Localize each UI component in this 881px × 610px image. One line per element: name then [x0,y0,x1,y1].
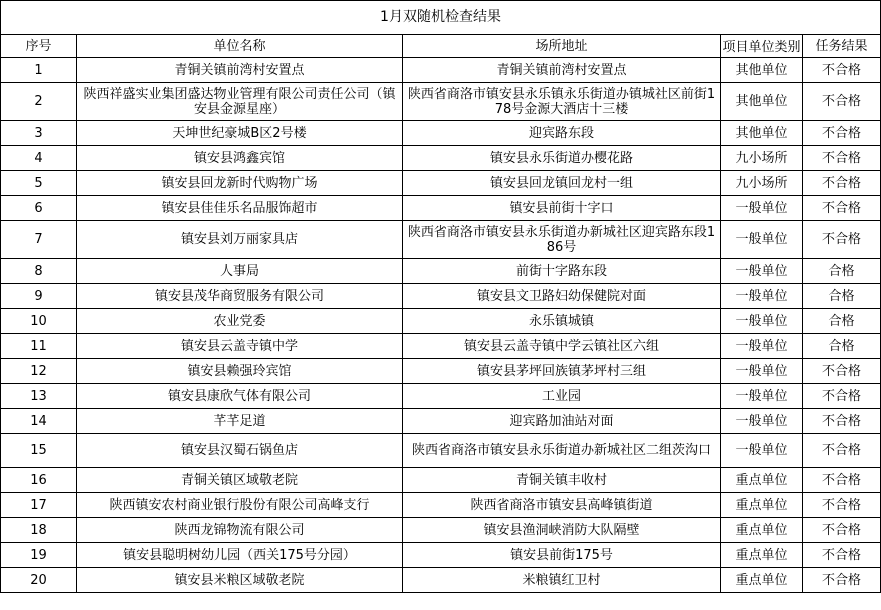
cell-address: 镇安县前街十字口 [403,196,721,221]
cell-result: 合格 [803,259,881,284]
cell-unit-name: 人事局 [77,259,403,284]
table-row [1,434,881,468]
cell-index: 12 [1,359,77,384]
cell-unit-name: 镇安县米粮区域敬老院 [77,568,403,593]
cell-address: 青铜关镇前湾村安置点 [403,58,721,83]
cell-address: 陕西省商洛市镇安县永乐街道办新城社区二组茨沟口 [403,434,721,468]
cell-result: 合格 [803,309,881,334]
cell-unit-name: 青铜关镇区域敬老院 [77,468,403,493]
cell-index: 8 [1,259,77,284]
table-row [1,221,881,259]
table-row [1,543,881,568]
cell-index: 3 [1,121,77,146]
sheet-title: 1月双随机检查结果 [1,1,881,35]
cell-address: 镇安县茅坪回族镇茅坪村三组 [403,359,721,384]
table-row [1,146,881,171]
cell-index: 7 [1,221,77,259]
header-result: 任务结果 [803,35,881,58]
cell-category: 重点单位 [721,468,803,493]
cell-result: 合格 [803,284,881,309]
cell-category: 一般单位 [721,259,803,284]
cell-category: 重点单位 [721,493,803,518]
table-row [1,284,881,309]
table-row [1,309,881,334]
cell-result: 不合格 [803,58,881,83]
table-row [1,196,881,221]
cell-result: 合格 [803,334,881,359]
cell-address: 镇安县云盖寺镇中学云镇社区六组 [403,334,721,359]
cell-unit-name: 镇安县汉蜀石锅鱼店 [77,434,403,468]
cell-index: 18 [1,518,77,543]
cell-address: 米粮镇红卫村 [403,568,721,593]
table-row [1,58,881,83]
cell-index: 6 [1,196,77,221]
cell-index: 10 [1,309,77,334]
cell-unit-name: 镇安县茂华商贸服务有限公司 [77,284,403,309]
cell-address: 陕西省商洛市镇安县永乐街道办新城社区迎宾路东段186号 [403,221,721,259]
header-address: 场所地址 [403,35,721,58]
table-row [1,83,881,121]
header-unit-name: 单位名称 [77,35,403,58]
title-row [1,1,881,35]
table-row [1,334,881,359]
cell-address: 镇安县文卫路妇幼保健院对面 [403,284,721,309]
cell-result: 不合格 [803,83,881,121]
cell-address: 陕西省商洛市镇安县高峰镇街道 [403,493,721,518]
cell-index: 20 [1,568,77,593]
header-row [1,35,881,58]
table-row [1,171,881,196]
cell-unit-name: 青铜关镇前湾村安置点 [77,58,403,83]
cell-unit-name: 天坤世纪豪城B区2号楼 [77,121,403,146]
cell-result: 不合格 [803,493,881,518]
cell-index: 4 [1,146,77,171]
cell-category: 一般单位 [721,359,803,384]
cell-index: 9 [1,284,77,309]
cell-index: 2 [1,83,77,121]
cell-category: 一般单位 [721,196,803,221]
cell-category: 一般单位 [721,409,803,434]
table-body [1,58,881,593]
cell-result: 不合格 [803,171,881,196]
cell-index: 11 [1,334,77,359]
cell-category: 九小场所 [721,171,803,196]
cell-unit-name: 镇安县鸿鑫宾馆 [77,146,403,171]
cell-category: 重点单位 [721,568,803,593]
cell-unit-name: 镇安县赖强玲宾馆 [77,359,403,384]
cell-result: 不合格 [803,121,881,146]
header-category-text: 项目单位类别 [722,39,801,55]
cell-address: 永乐镇城镇 [403,309,721,334]
cell-unit-name: 镇安县云盖寺镇中学 [77,334,403,359]
cell-index: 15 [1,434,77,468]
table-row [1,409,881,434]
cell-result: 不合格 [803,409,881,434]
cell-unit-name: 芊芊足道 [77,409,403,434]
table-row [1,568,881,593]
cell-category: 其他单位 [721,58,803,83]
cell-unit-name: 镇安县刘万丽家具店 [77,221,403,259]
cell-result: 不合格 [803,543,881,568]
cell-address: 青铜关镇丰收村 [403,468,721,493]
cell-category: 一般单位 [721,221,803,259]
cell-unit-name: 陕西龙锦物流有限公司 [77,518,403,543]
cell-category: 一般单位 [721,434,803,468]
cell-result: 不合格 [803,221,881,259]
cell-result: 不合格 [803,196,881,221]
cell-unit-name: 陕西祥盛实业集团盛达物业管理有限公司责任公司（镇安县金源星座） [77,83,403,121]
cell-unit-name: 镇安县回龙新时代购物广场 [77,171,403,196]
cell-category: 其他单位 [721,83,803,121]
header-index: 序号 [1,35,77,58]
cell-index: 14 [1,409,77,434]
cell-index: 5 [1,171,77,196]
cell-result: 不合格 [803,384,881,409]
table-row [1,493,881,518]
cell-category: 一般单位 [721,384,803,409]
cell-unit-name: 镇安县康欣气体有限公司 [77,384,403,409]
cell-address: 前街十字路东段 [403,259,721,284]
cell-category: 一般单位 [721,309,803,334]
cell-result: 不合格 [803,468,881,493]
cell-category: 重点单位 [721,543,803,568]
cell-result: 不合格 [803,434,881,468]
cell-result: 不合格 [803,359,881,384]
table-row [1,518,881,543]
cell-category: 一般单位 [721,284,803,309]
cell-result: 不合格 [803,146,881,171]
cell-index: 13 [1,384,77,409]
cell-unit-name: 农业党委 [77,309,403,334]
cell-unit-name: 镇安县佳佳乐名品服饰超市 [77,196,403,221]
cell-result: 不合格 [803,518,881,543]
cell-address: 镇安县回龙镇回龙村一组 [403,171,721,196]
cell-address: 镇安县永乐街道办樱花路 [403,146,721,171]
cell-category: 一般单位 [721,334,803,359]
cell-index: 16 [1,468,77,493]
cell-category: 九小场所 [721,146,803,171]
cell-index: 19 [1,543,77,568]
cell-address: 陕西省商洛市镇安县永乐镇永乐街道办镇城社区前街178号金源大酒店十三楼 [403,83,721,121]
cell-address: 工业园 [403,384,721,409]
cell-category: 重点单位 [721,518,803,543]
cell-address: 迎宾路东段 [403,121,721,146]
cell-address: 镇安县渔洞峡消防大队隔壁 [403,518,721,543]
table-row [1,468,881,493]
table-row [1,259,881,284]
cell-address: 镇安县前街175号 [403,543,721,568]
table-row [1,359,881,384]
cell-unit-name: 陕西镇安农村商业银行股份有限公司高峰支行 [77,493,403,518]
cell-result: 不合格 [803,568,881,593]
cell-index: 1 [1,58,77,83]
table-row [1,384,881,409]
cell-index: 17 [1,493,77,518]
cell-address: 迎宾路加油站对面 [403,409,721,434]
header-category [721,35,803,58]
cell-category: 其他单位 [721,121,803,146]
cell-unit-name: 镇安县聪明树幼儿园（西关175号分园） [77,543,403,568]
table-row [1,121,881,146]
